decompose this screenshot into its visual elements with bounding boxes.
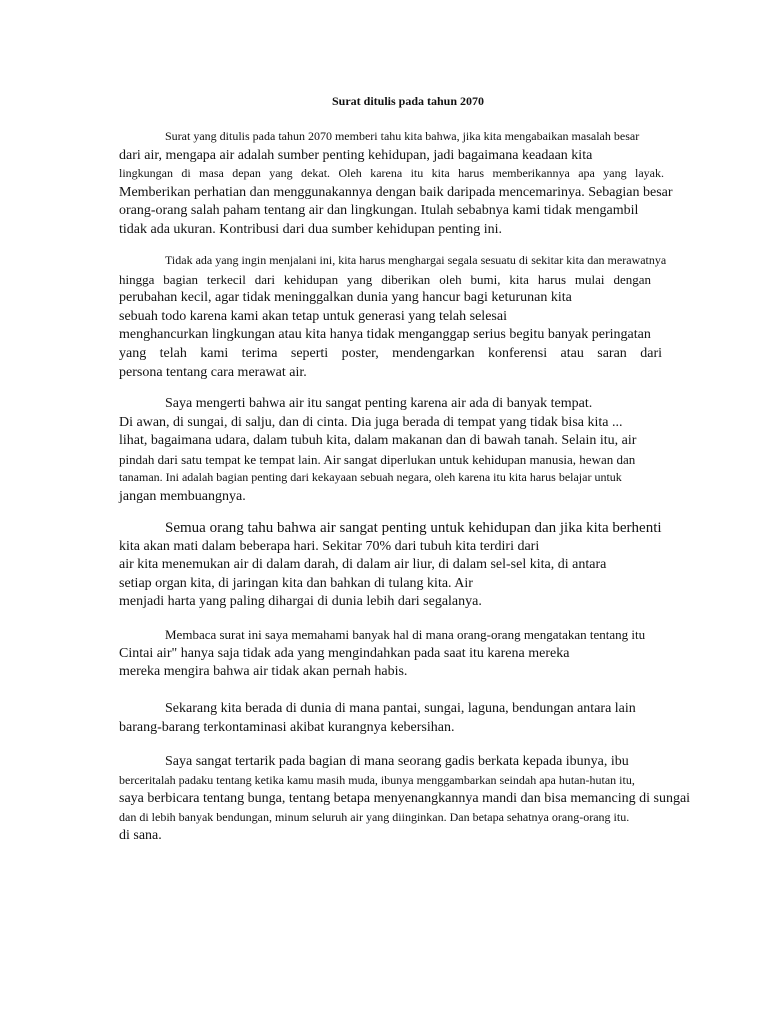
- text-line: Saya mengerti bahwa air itu sangat penting karena air ada di banyak tempat.: [165, 396, 593, 411]
- text-line: setiap organ kita, di jaringan kita dan bahkan di tulang kita. Air: [119, 575, 473, 591]
- text-line: Sekarang kita berada di dunia di mana pantai, sungai, laguna, bendungan antara lain: [165, 701, 636, 716]
- text-line: Cintai air" hanya saja tidak ada yang mengindahkan pada saat itu karena mereka: [119, 645, 570, 661]
- text-line: air kita menemukan air di dalam darah, di dalam air liur, di dalam sel-sel kita, di antara: [119, 557, 607, 573]
- text-line: Tidak ada yang ingin menjalani ini, kita harus menghargai segala sesuatu di sekitar kita dan merawatnya: [165, 253, 667, 267]
- text-line: kita akan mati dalam beberapa hari. Sekitar 70% dari tubuh kita terdiri dari: [119, 538, 540, 554]
- text-line: orang-orang salah paham tentang air dan lingkungan. Itulah sebabnya kami tidak mengambil: [119, 203, 639, 219]
- text-line: Membaca surat ini saya memahami banyak hal di mana orang-orang mengatakan tentang itu: [165, 627, 646, 642]
- text-line: pindah dari satu tempat ke tempat lain. Air sangat diperlukan untuk kehidupan manusia, hewan dan: [119, 451, 636, 467]
- text-line: hingga bagian terkecil dari kehidupan yang diberikan oleh bumi, kita harus mulai dengan: [119, 271, 651, 287]
- text-line: Memberikan perhatian dan menggunakannya dengan baik daripada mencemarinya. Sebagian besar: [119, 184, 673, 200]
- paragraph-3: [119, 396, 729, 508]
- text-line: Di awan, di sungai, di salju, dan di cinta. Dia juga berada di tempat yang tidak bisa kita ...: [119, 414, 623, 430]
- text-line: perubahan kecil, agar tidak meninggalkan dunia yang hancur bagi keturunan kita: [119, 290, 572, 306]
- text-line: Saya sangat tertarik pada bagian di mana seorang gadis berkata kepada ibunya, ibu: [165, 754, 629, 769]
- text-line: menjadi harta yang paling dihargai di dunia lebih dari segalanya.: [119, 594, 482, 610]
- text-line: mereka mengira bahwa air tidak akan pernah habis.: [119, 664, 408, 680]
- text-line: sebuah todo karena kami akan tetap untuk generasi yang telah selesai: [119, 308, 507, 324]
- text-line: menghancurkan lingkungan atau kita hanya tidak menganggap serius begitu banyak peringatan: [119, 327, 651, 343]
- paragraph-7: [119, 754, 729, 847]
- text-line: lingkungan di masa depan yang dekat. Oleh karena itu kita harus memberikannya apa yang layak.: [119, 166, 664, 181]
- text-line: persona tentang cara merawat air.: [119, 364, 307, 380]
- text-line: dan di lebih banyak bendungan, minum seluruh air yang diinginkan. Dan betapa sehatnya orang-orang itu.: [119, 809, 630, 824]
- paragraph-4: [119, 520, 729, 613]
- text-line: barang-barang terkontaminasi akibat kurangnya kebersihan.: [119, 719, 455, 735]
- text-line: yang telah kami terima seperti poster, mendengarkan konferensi atau saran dari: [119, 345, 662, 361]
- paragraph-1: [119, 129, 729, 241]
- paragraph-5: [119, 627, 729, 683]
- text-line: tidak ada ukuran. Kontribusi dari dua sumber kehidupan penting ini.: [119, 221, 502, 237]
- text-line: tanaman. Ini adalah bagian penting dari kekayaan sebuah negara, oleh karena itu kita harus belajar untuk: [119, 470, 622, 485]
- paragraph-6: [119, 701, 729, 738]
- text-line: Surat yang ditulis pada tahun 2070 memberi tahu kita bahwa, jika kita mengabaikan masalah besar: [165, 129, 640, 143]
- text-line: dari air, mengapa air adalah sumber penting kehidupan, jadi bagaimana keadaan kita: [119, 147, 593, 163]
- text-line: saya berbicara tentang bunga, tentang betapa menyenangkannya mandi dan bisa memancing di sungai: [119, 791, 691, 807]
- paragraph-2: [119, 253, 729, 383]
- text-line: lihat, bagaimana udara, dalam tubuh kita, dalam makanan dan di bawah tanah. Selain itu, air: [119, 433, 637, 449]
- text-line: di sana.: [119, 828, 162, 844]
- text-line: jangan membuangnya.: [119, 488, 246, 504]
- document-title: Surat ditulis pada tahun 2070: [331, 94, 485, 108]
- text-line: Semua orang tahu bahwa air sangat penting untuk kehidupan dan jika kita berhenti: [165, 520, 662, 536]
- text-line: berceritalah padaku tentang ketika kamu masih muda, ibunya menggambarkan seindah apa hutan-hutan itu,: [119, 772, 635, 787]
